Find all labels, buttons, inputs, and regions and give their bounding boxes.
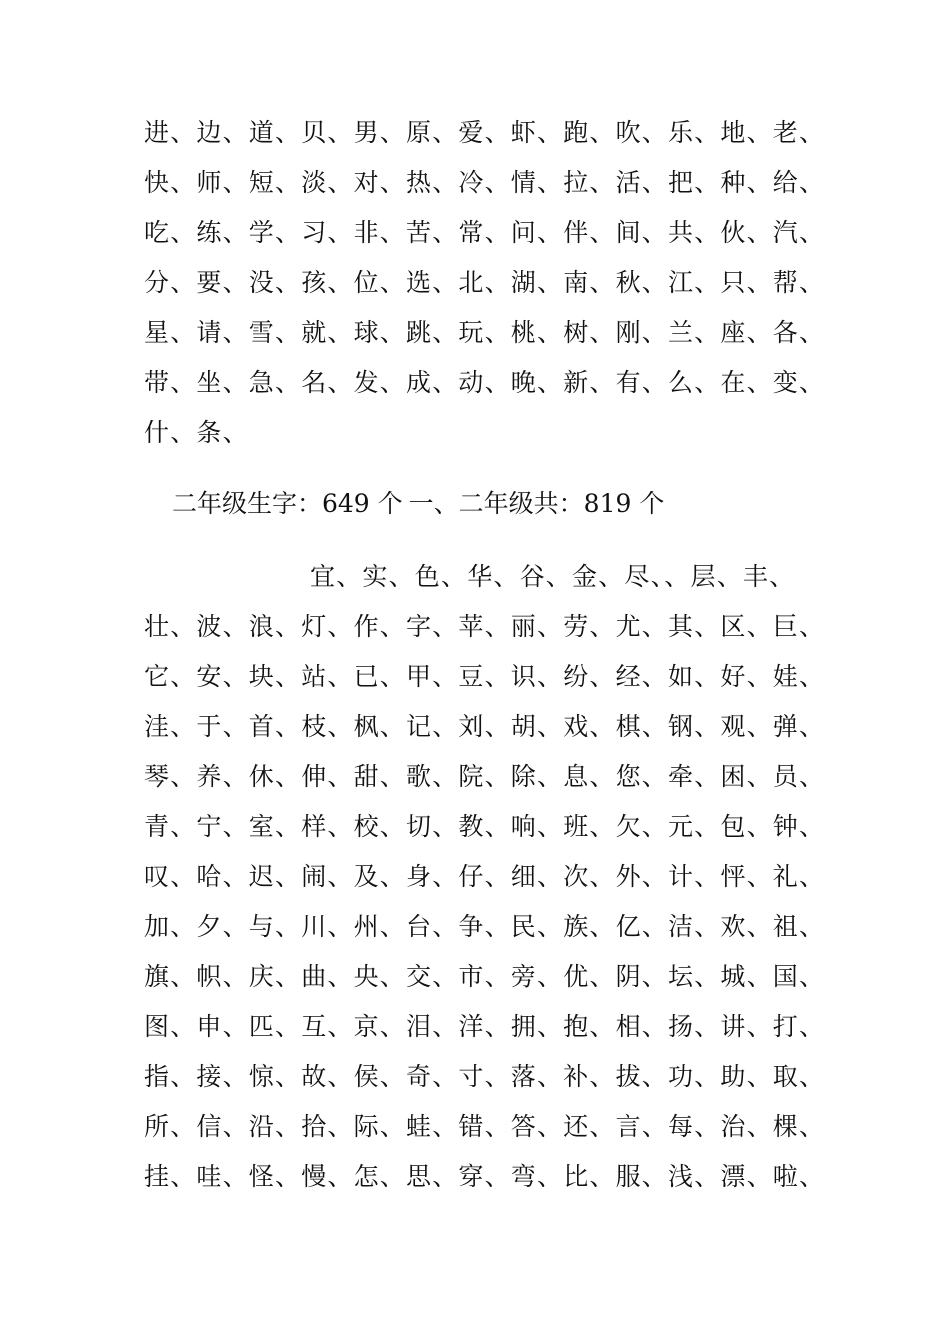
character-count-heading [172, 488, 664, 520]
grade2-line-9: 旗、帜、庆、曲、央、交、市、旁、优、阴、坛、城、国、 [144, 962, 826, 991]
grade2-line-10: 图、申、匹、互、京、泪、洋、拥、抱、相、扬、讲、打、 [144, 1012, 826, 1041]
grade2-line-13: 挂、哇、怪、慢、怎、思、穿、弯、比、服、浅、漂、啦、 [144, 1162, 826, 1191]
grade1-line-3: 吃、练、学、习、非、苦、常、问、伴、间、共、伙、汽、 [144, 218, 826, 247]
grade2-line-12: 所、信、沿、拾、际、蛙、错、答、还、言、每、治、棵、 [144, 1112, 826, 1141]
grade1-line-7: 什、条、 [144, 418, 249, 447]
grade1-line-5: 星、请、雪、就、球、跳、玩、桃、树、刚、兰、座、各、 [144, 318, 826, 347]
grade2-line-7: 叹、哈、迟、闹、及、身、仔、细、次、外、计、怦、礼、 [144, 862, 826, 891]
grade2-line-6: 青、宁、室、样、校、切、教、响、班、欠、元、包、钟、 [144, 812, 826, 841]
grade2-line-5: 琴、养、休、伸、甜、歌、院、除、息、您、牵、困、员、 [144, 762, 826, 791]
grade2-line-3: 它、安、块、站、已、甲、豆、识、纷、经、如、好、娃、 [144, 662, 826, 691]
grade2-line-11: 指、接、惊、故、侯、奇、寸、落、补、拔、功、助、取、 [144, 1062, 826, 1091]
grade1-line-1: 进、边、道、贝、男、原、爱、虾、跑、吹、乐、地、老、 [144, 118, 826, 147]
grade2-line-1: 宜、实、色、华、谷、金、尽、、层、丰、 [310, 562, 796, 591]
grade2-line-8: 加、夕、与、川、州、台、争、民、族、亿、洁、欢、祖、 [144, 912, 826, 941]
grade1-line-6: 带、坐、急、名、发、成、动、晚、新、有、么、在、变、 [144, 368, 826, 397]
grade2-count-label: 二年级生字：649 个 [172, 489, 403, 518]
grade1-line-4: 分、要、没、孩、位、选、北、湖、南、秋、江、只、帮、 [144, 268, 826, 297]
total-count-label: 一、二年级共：819 个 [408, 489, 665, 518]
grade2-line-2: 壮、波、浪、灯、作、字、苹、丽、劳、尤、其、区、巨、 [144, 612, 826, 641]
grade1-line-2: 快、师、短、淡、对、热、冷、情、拉、活、把、种、给、 [144, 168, 826, 197]
grade2-line-4: 洼、于、首、枝、枫、记、刘、胡、戏、棋、钢、观、弹、 [144, 712, 826, 741]
